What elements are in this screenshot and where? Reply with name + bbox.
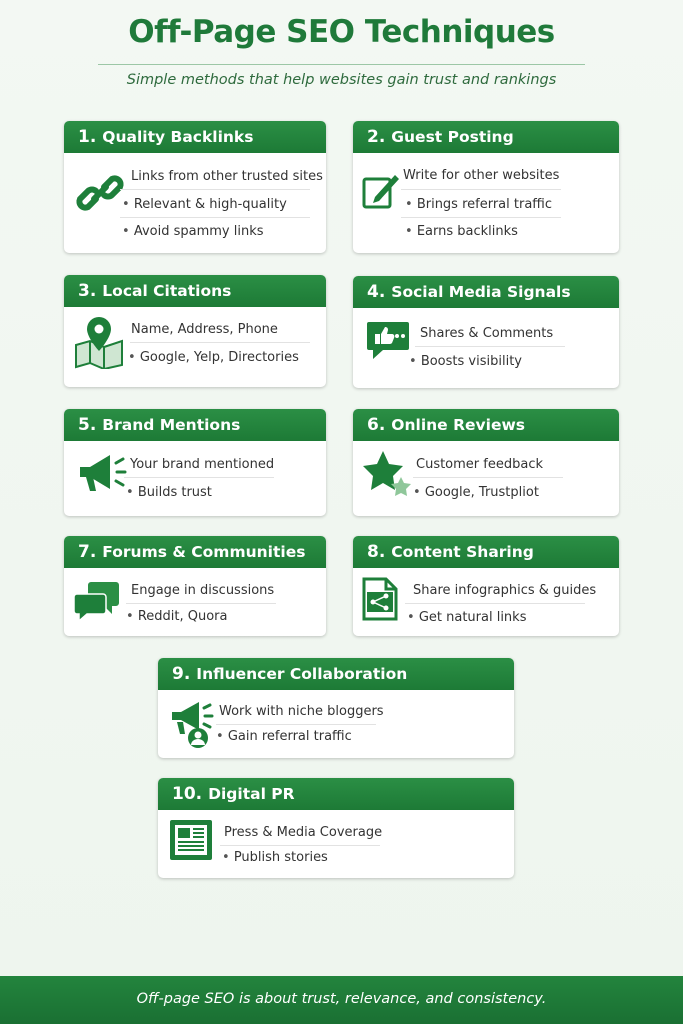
card-header — [353, 536, 619, 568]
card-number: 5. — [78, 415, 97, 435]
card-title: Quality Backlinks — [102, 128, 254, 146]
chat-thumbs-up-icon — [365, 318, 411, 364]
card-title: Brand Mentions — [102, 416, 241, 434]
card-number: 1. — [78, 127, 97, 147]
card-header — [353, 121, 619, 153]
card-number: 10. — [172, 784, 203, 804]
card-title: Digital PR — [208, 785, 295, 803]
card-line: • Brings referral traffic — [405, 197, 552, 212]
divider — [124, 477, 274, 478]
card-title: Forums & Communities — [102, 543, 306, 561]
footer-text: Off-page SEO is about trust, relevance, and consistency. — [136, 991, 547, 1007]
card-line: Write for other websites — [403, 168, 560, 183]
card-number: 6. — [367, 415, 386, 435]
card-line: • Earns backlinks — [405, 224, 518, 239]
title-divider — [98, 64, 585, 65]
card-line: • Google, Trustpliot — [413, 485, 539, 500]
divider — [120, 217, 310, 218]
page-subtitle: Simple methods that help websites gain trust and rankings — [126, 72, 557, 88]
card-title: Social Media Signals — [391, 283, 571, 301]
divider — [220, 845, 380, 846]
card-line: Customer feedback — [416, 457, 543, 472]
card-line: Links from other trusted sites — [131, 169, 323, 184]
card-online-reviews — [353, 409, 619, 516]
card-header — [64, 536, 326, 568]
card-line: Engage in discussions — [131, 583, 275, 598]
card-forums-communities — [64, 536, 326, 636]
card-number: 7. — [78, 542, 97, 562]
card-number: 3. — [78, 281, 97, 301]
card-line: Name, Address, Phone — [131, 322, 278, 337]
footer-banner — [0, 976, 683, 1024]
divider — [216, 724, 376, 725]
chain-link-icon — [76, 169, 124, 217]
card-title: Local Citations — [102, 282, 232, 300]
card-social-media-signals — [353, 276, 619, 388]
card-header — [64, 275, 326, 307]
map-pin-icon — [74, 315, 126, 369]
card-line: • Builds trust — [126, 485, 212, 500]
card-line: • Relevant & high-quality — [122, 197, 287, 212]
card-header — [158, 658, 514, 690]
card-guest-posting — [353, 121, 619, 253]
card-line: • Get natural links — [407, 610, 526, 625]
card-header — [64, 121, 326, 153]
card-title: Online Reviews — [391, 416, 525, 434]
card-line: Your brand mentioned — [130, 457, 275, 472]
divider — [405, 603, 585, 604]
card-content-sharing — [353, 536, 619, 636]
card-line: Work with niche bloggers — [219, 704, 384, 719]
divider — [120, 189, 310, 190]
megaphone-icon — [76, 449, 128, 497]
card-header — [158, 778, 514, 810]
card-influencer-collaboration — [158, 658, 514, 758]
divider — [415, 346, 565, 347]
card-line: • Avoid spammy links — [122, 224, 264, 239]
divider — [401, 189, 561, 190]
card-line: Shares & Comments — [420, 326, 554, 341]
divider — [401, 217, 561, 218]
card-line: • Google, Yelp, Directories — [128, 350, 299, 365]
card-digital-pr — [158, 778, 514, 878]
divider — [413, 477, 563, 478]
card-local-citations — [64, 275, 326, 387]
page-title: Off-Page SEO Techniques — [128, 14, 555, 50]
card-quality-backlinks — [64, 121, 326, 253]
divider — [126, 603, 276, 604]
card-number: 2. — [367, 127, 386, 147]
star-icon — [361, 449, 411, 499]
card-number: 4. — [367, 282, 386, 302]
card-line: • Boosts visibility — [409, 354, 522, 369]
card-brand-mentions — [64, 409, 326, 516]
card-number: 9. — [172, 664, 191, 684]
card-line: • Gain referral traffic — [216, 729, 352, 744]
card-header — [353, 276, 619, 308]
card-title: Guest Posting — [391, 128, 514, 146]
card-title: Influencer Collaboration — [196, 665, 408, 683]
card-header — [64, 409, 326, 441]
card-number: 8. — [367, 542, 386, 562]
pencil-edit-icon — [361, 169, 401, 211]
card-header — [353, 409, 619, 441]
card-line: • Publish stories — [222, 850, 328, 865]
card-line: • Reddit, Quora — [126, 609, 227, 624]
card-line: Share infographics & guides — [413, 583, 597, 598]
card-line: Press & Media Coverage — [224, 825, 383, 840]
document-share-icon — [361, 576, 401, 622]
divider — [130, 342, 310, 343]
megaphone-person-icon — [168, 698, 218, 750]
card-title: Content Sharing — [391, 543, 534, 561]
newspaper-icon — [168, 818, 216, 862]
chat-bubbles-icon — [74, 580, 120, 622]
